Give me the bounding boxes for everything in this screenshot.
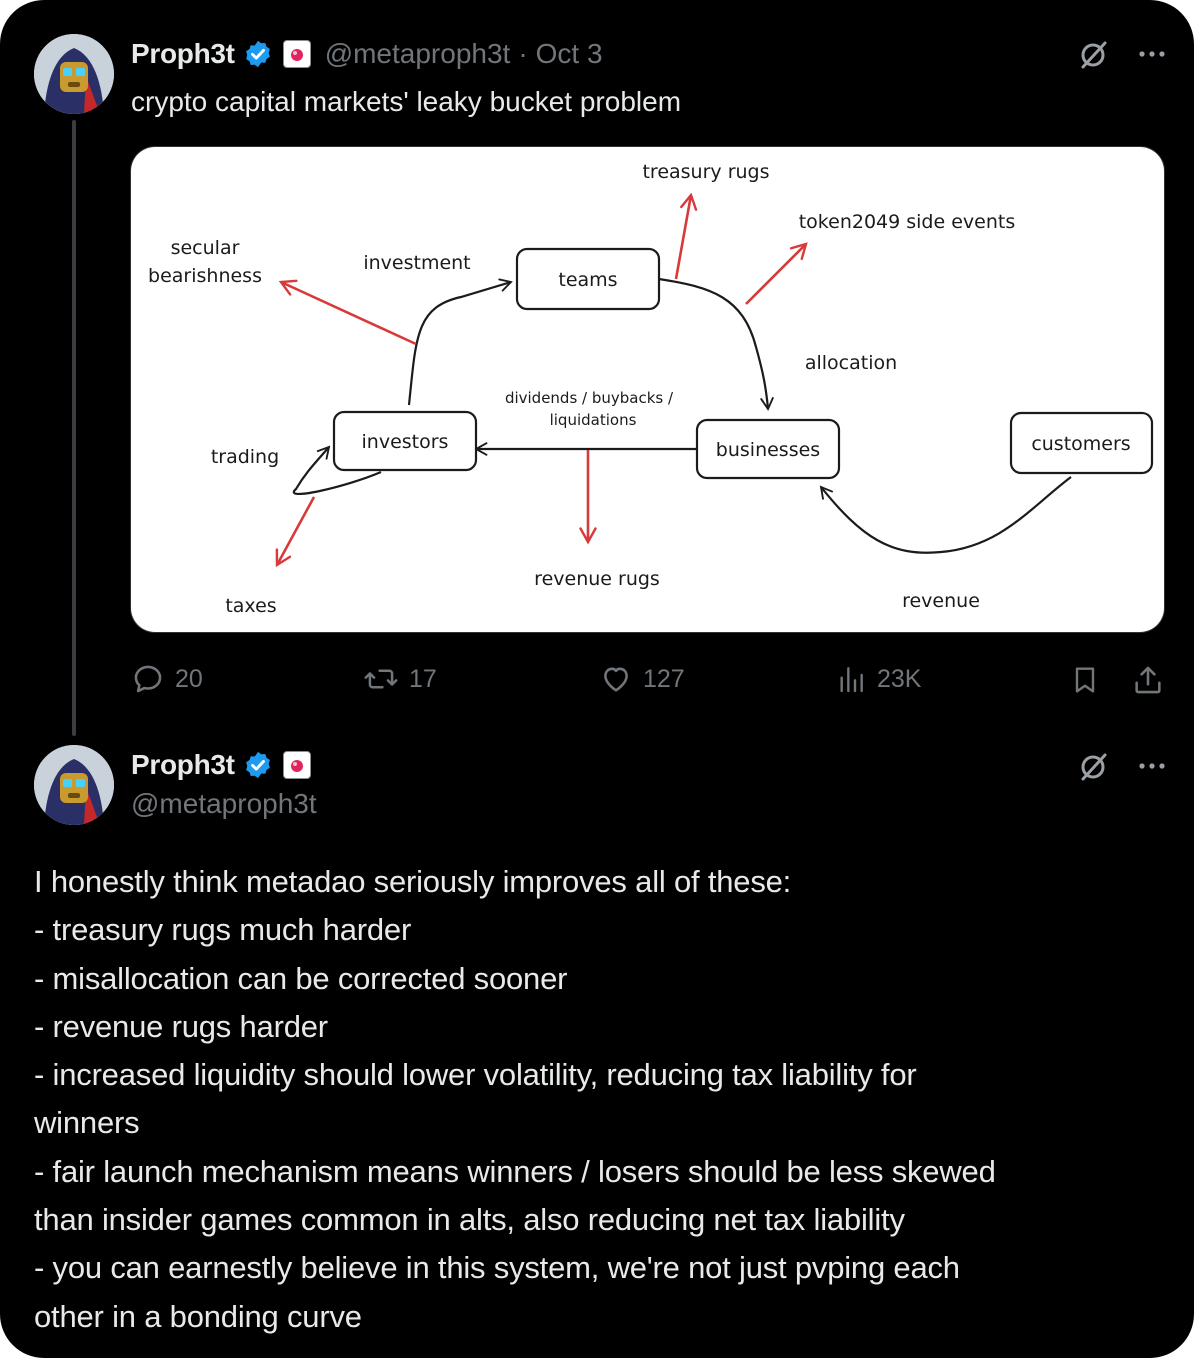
share-icon[interactable] [1131, 663, 1165, 697]
bookmark-icon[interactable] [1069, 663, 1101, 697]
views-chart-icon [835, 662, 867, 696]
tweet-line: winners [34, 1105, 140, 1141]
author-handle[interactable]: @metaproph3t [324, 38, 511, 69]
tweet-line: - treasury rugs much harder [34, 912, 412, 948]
repost-icon [363, 662, 399, 696]
affiliate-badge-icon[interactable] [283, 40, 311, 68]
node-teams [517, 249, 659, 309]
taxes-leak-arrow [277, 497, 314, 565]
tweet-line: than insider games common in alts, also reducing net tax liability [34, 1202, 905, 1238]
tweet-line: - fair launch mechanism means winners / losers should be less skewed [34, 1153, 996, 1189]
node-teams-label: teams [558, 269, 618, 291]
label-dividends: dividends / buybacks / [504, 389, 674, 407]
thread-connector-line [72, 120, 76, 736]
token2049-leak-arrow [746, 244, 806, 304]
tweet-media-diagram[interactable] [131, 147, 1164, 632]
leaky-bucket-diagram [131, 147, 1164, 632]
node-investors-label: investors [361, 431, 449, 453]
revenue-flow-arrow [821, 477, 1071, 553]
tweet-line: other in a bonding curve [34, 1298, 362, 1334]
author-name[interactable]: Proph3t [131, 38, 235, 69]
tweet-header [131, 34, 603, 74]
avatar[interactable] [34, 34, 114, 114]
label-treasury-rugs: treasury rugs [642, 161, 770, 183]
node-customers-label: customers [1031, 433, 1131, 455]
avatar[interactable] [34, 745, 114, 825]
tweet-line: - revenue rugs harder [34, 1008, 328, 1044]
investment-flow-arrow [409, 282, 511, 405]
label-allocation: allocation [804, 352, 898, 374]
label-revenue-rugs: revenue rugs [534, 568, 660, 590]
verified-badge-icon [243, 39, 273, 69]
verified-badge-icon [243, 750, 273, 780]
node-businesses-label: businesses [715, 439, 821, 461]
author-name[interactable]: Proph3t [131, 749, 235, 780]
repost-button[interactable] [363, 662, 437, 696]
treasury-rugs-leak-arrow [676, 195, 691, 279]
tweet-date[interactable]: Oct 3 [535, 38, 603, 69]
tweet-line: I honestly think metadao seriously improves all of these: [34, 864, 792, 899]
label-liquidations: liquidations [549, 411, 637, 429]
reply-button[interactable] [131, 662, 203, 696]
views-count: 23K [877, 664, 922, 693]
tweet-action-bar [131, 658, 1164, 702]
grok-icon[interactable] [1078, 750, 1110, 782]
grok-icon[interactable] [1078, 38, 1110, 70]
label-trading: trading [210, 446, 280, 468]
secular-bearishness-leak-arrow [281, 282, 416, 344]
like-button[interactable] [599, 662, 685, 696]
tweet-text: crypto capital markets' leaky bucket problem [131, 86, 682, 117]
node-investors [334, 412, 476, 470]
views-button[interactable] [835, 662, 921, 696]
more-options-icon[interactable] [1136, 38, 1168, 70]
heart-icon [599, 662, 633, 696]
label-secular: secular [170, 237, 240, 259]
tweet-header [131, 745, 311, 785]
tweet-line: - you can earnestly believe in this system, we're not just pvping each [34, 1250, 960, 1286]
label-token2049-side-events: token2049 side events [798, 211, 1016, 233]
label-bearishness: bearishness [148, 265, 262, 287]
tweet-corner-actions [1078, 38, 1168, 70]
tweet-line: - increased liquidity should lower volatility, reducing tax liability for [34, 1057, 917, 1093]
tweet-line: - misallocation can be corrected sooner [34, 960, 568, 996]
repost-count: 17 [409, 664, 437, 693]
node-customers [1011, 413, 1152, 473]
like-count: 127 [643, 664, 685, 693]
node-businesses [697, 420, 839, 478]
tweet-body [34, 858, 1164, 1341]
tweet-corner-actions [1078, 750, 1168, 782]
reply-icon [131, 662, 165, 696]
label-investment: investment [363, 252, 471, 274]
separator-dot: · [518, 38, 528, 69]
author-handle[interactable]: @metaproph3t [131, 788, 317, 819]
label-taxes: taxes [225, 595, 277, 617]
label-revenue: revenue [902, 590, 980, 612]
reply-count: 20 [175, 664, 203, 693]
more-options-icon[interactable] [1136, 750, 1168, 782]
affiliate-badge-icon[interactable] [283, 751, 311, 779]
